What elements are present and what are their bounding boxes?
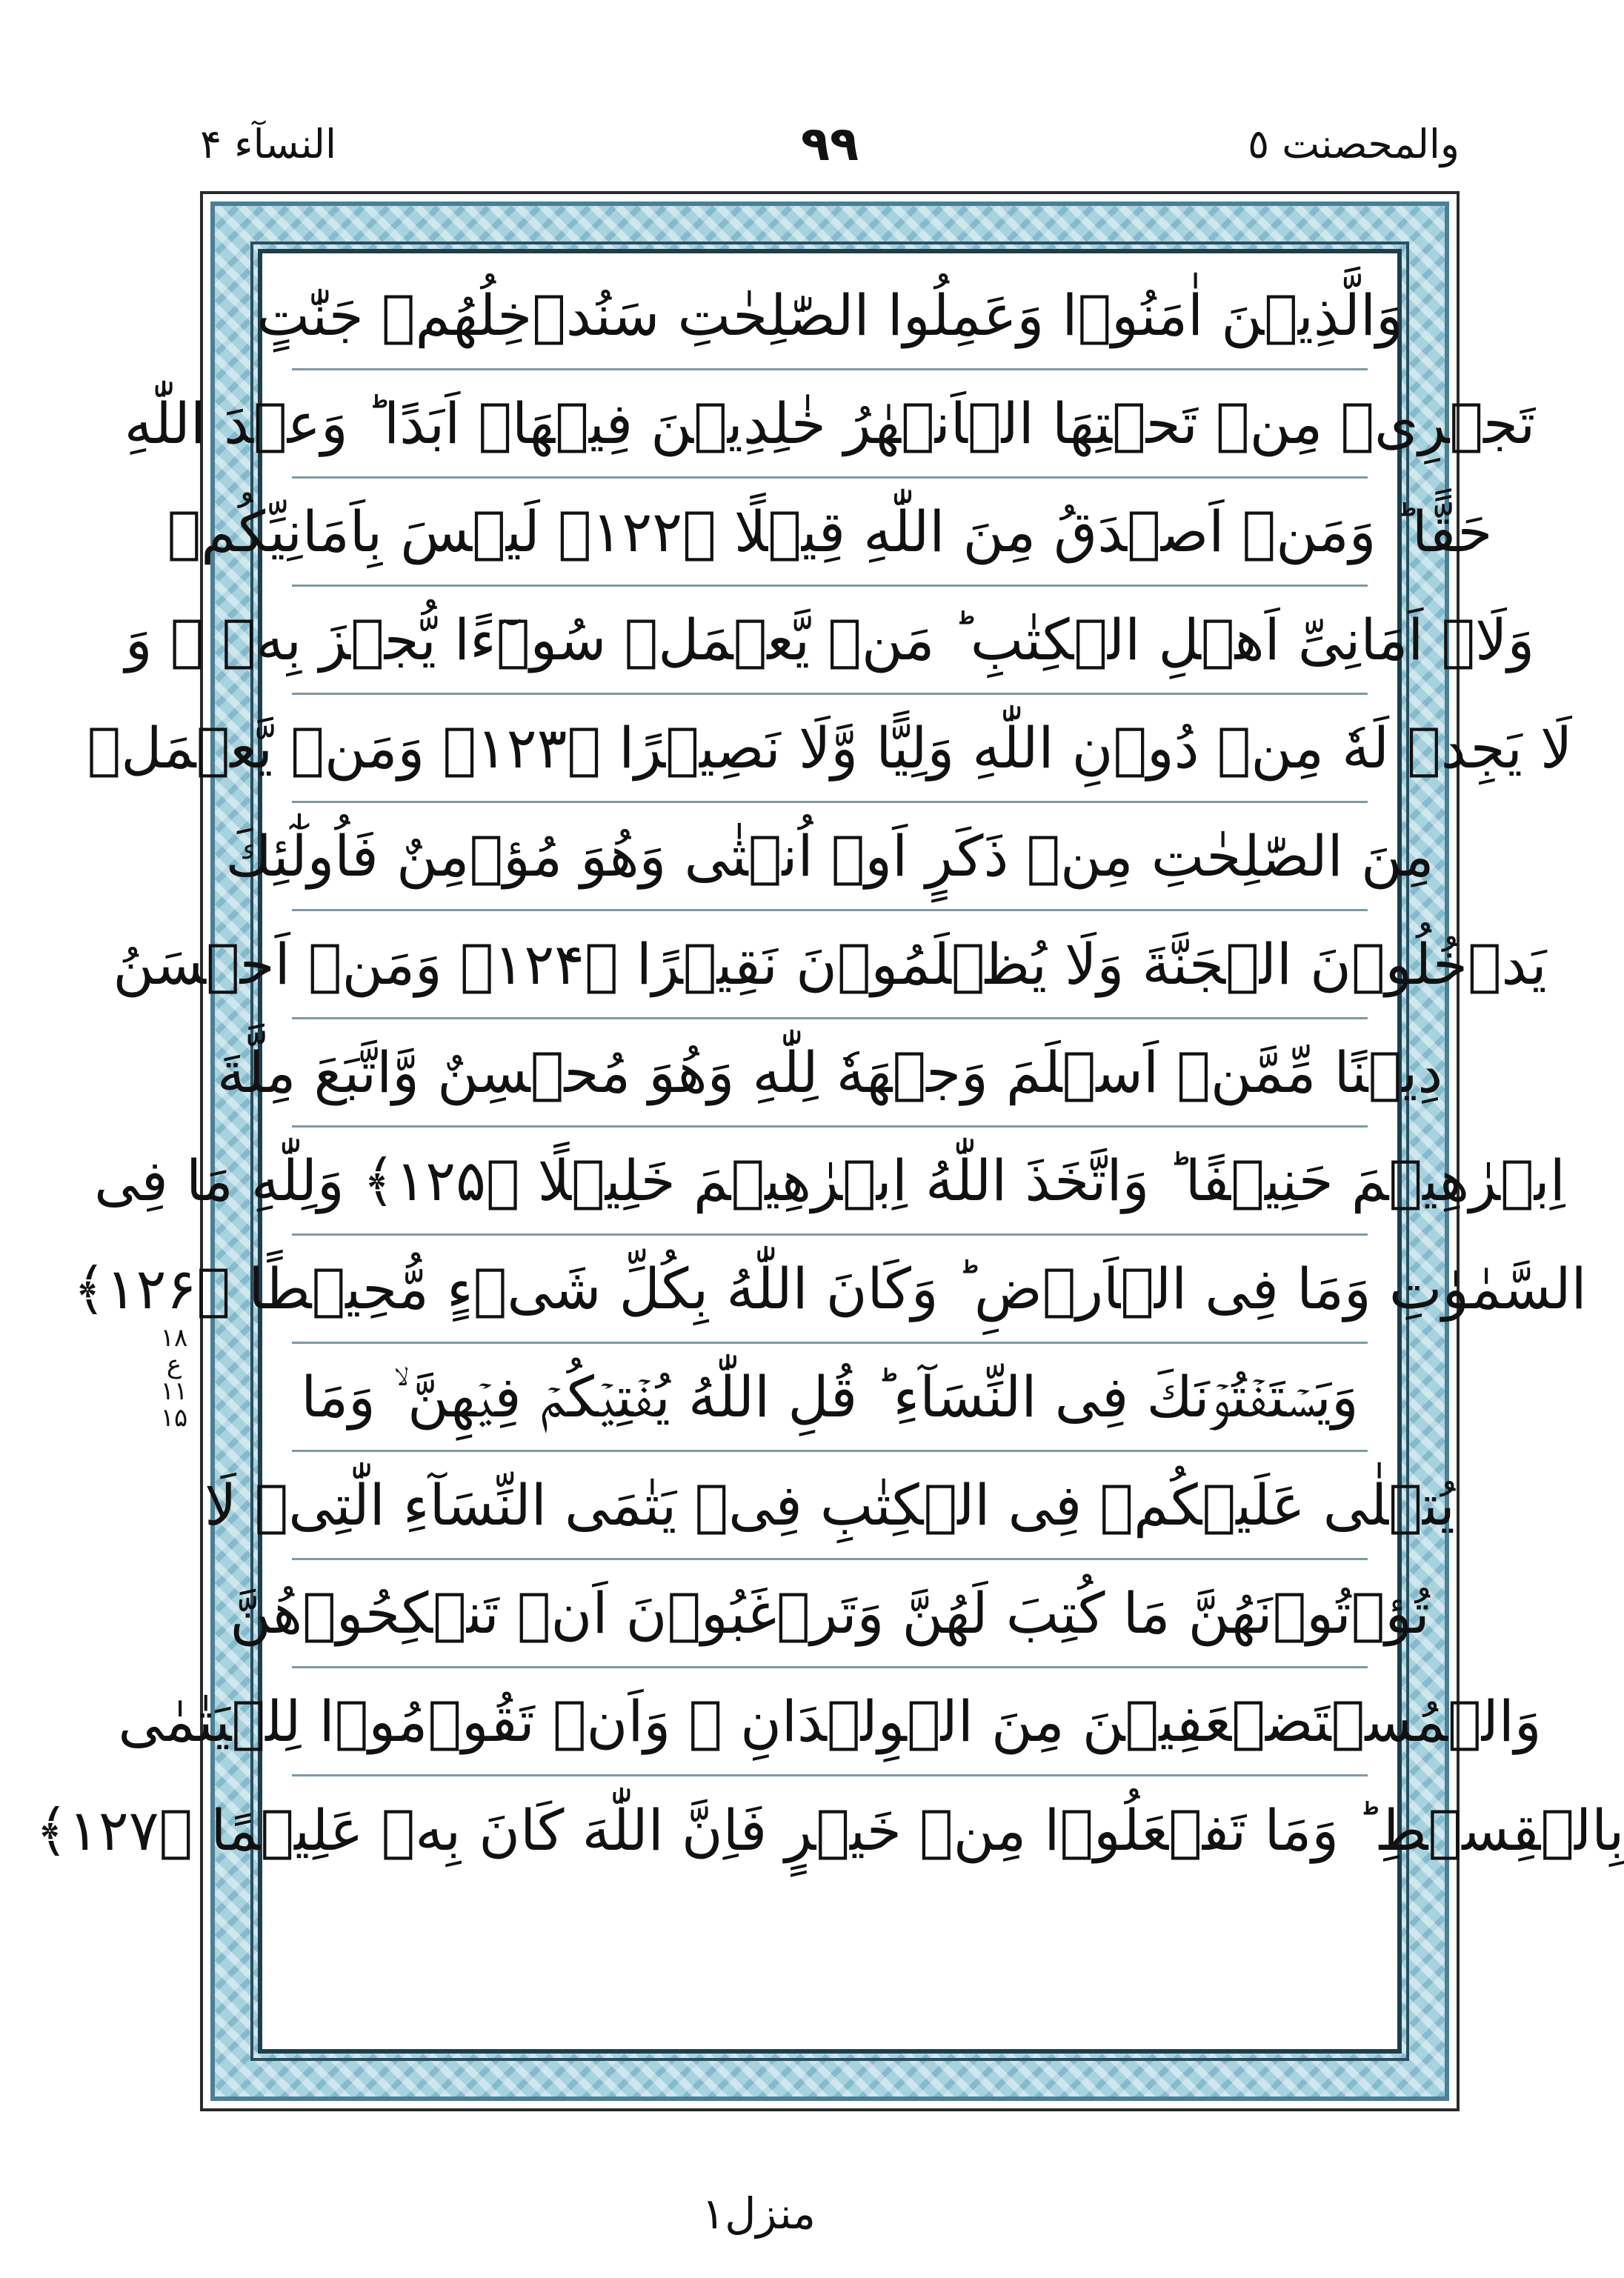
verse-text: اِبۡرٰهِیۡمَ حَنِیۡفًا ؕ وَاتَّخَذَ اللّٰهُ اِبۡرٰهِیۡمَ خَلِیۡلًا ﴿۱۲۵﴾ وَلِلّٰهِ مَا فِی bbox=[94, 1147, 1565, 1213]
verse-line-9 bbox=[94, 1128, 1565, 1236]
verse-text: مِنَ الصّٰلِحٰتِ مِنۡ ذَكَرٍ اَوۡ اُنۡثٰی وَهُوَ مُؤۡمِنٌ فَاُولٰٓئِكَ bbox=[225, 822, 1434, 889]
verse-line-15 bbox=[35, 1776, 1624, 1885]
verse-text: حَقًّا ؕ وَمَنۡ اَصۡدَقُ مِنَ اللّٰهِ قِیۡلًا ﴿۱۲۲﴾ لَیۡسَ بِاَمَانِیِّكُمۡ bbox=[167, 498, 1493, 564]
ruku-marker-top: ۱۸ bbox=[160, 1323, 188, 1353]
ruku-marker-middle: ع bbox=[166, 1350, 182, 1379]
verse-text: دِیۡنًا مِّمَّنۡ اَسۡلَمَ وَجۡهَهٗ لِلّٰهِ وَهُوَ مُحۡسِنٌ وَّاتَّبَعَ مِلَّةَ bbox=[216, 1039, 1443, 1105]
verse-line-3 bbox=[167, 479, 1493, 587]
verse-text: لَا یَجِدۡ لَهٗ مِنۡ دُوۡنِ اللّٰهِ وَلِیًّا وَّلَا نَصِیۡرًا ﴿۱۲۳﴾ وَمَنۡ یَّعۡمَلۡ bbox=[87, 714, 1573, 781]
verse-line-6 bbox=[225, 803, 1434, 911]
verse-text: یَدۡخُلُوۡنَ الۡجَنَّةَ وَلَا یُظۡلَمُوۡنَ نَقِیۡرًا ﴿۱۲۴﴾ وَمَنۡ اَحۡسَنُ bbox=[113, 930, 1547, 997]
verse-text: وَالَّذِیۡنَ اٰمَنُوۡا وَعَمِلُوا الصّٰلِحٰتِ سَنُدۡخِلُهُمۡ جَنّٰتٍ bbox=[256, 282, 1403, 348]
verse-line-5 bbox=[87, 695, 1573, 803]
verse-text: تُؤۡتُوۡنَهُنَّ مَا كُتِبَ لَهُنَّ وَتَرۡغَبُوۡنَ اَنۡ تَنۡكِحُوۡهُنَّ bbox=[230, 1579, 1430, 1646]
verse-line-7 bbox=[113, 911, 1547, 1019]
verse-line-13 bbox=[230, 1560, 1430, 1668]
verse-line-2 bbox=[124, 370, 1536, 479]
verse-text: یُتۡلٰی عَلَیۡكُمۡ فِی الۡكِتٰبِ فِیۡ یَتٰمَی النِّسَآءِ الّٰتِیۡ لَا bbox=[204, 1471, 1455, 1538]
verse-text: وَالۡمُسۡتَضۡعَفِیۡنَ مِنَ الۡوِلۡدَانِ ۙ وَاَنۡ تَقُوۡمُوۡا لِلۡیَتٰمٰی bbox=[118, 1688, 1542, 1754]
verse-line-4 bbox=[124, 587, 1535, 695]
ruku-marker-bottom: ۱۵ bbox=[160, 1403, 188, 1433]
verse-text: وَیَسۡتَفۡتُوۡنَكَ فِی النِّسَآءِ ؕ قُلِ اللّٰهُ یُفۡتِیۡكُمۡ فِیۡهِنَّ ۙ وَمَا bbox=[301, 1363, 1359, 1430]
verse-line-8 bbox=[216, 1019, 1443, 1128]
ruku-marker bbox=[156, 1325, 193, 1431]
juz-name-header: والمحصنت ٥ bbox=[1248, 121, 1460, 167]
manzil-footer: منزل۱ bbox=[702, 2188, 816, 2239]
verse-text: وَلَاۤ اَمَانِیِّ اَهۡلِ الۡكِتٰبِ ؕ مَنۡ یَّعۡمَلۡ سُوۡٓءًا یُّجۡزَ بِهٖ ۙ وَ bbox=[124, 606, 1535, 673]
surah-name-header: النسآء ۴ bbox=[200, 121, 336, 167]
verse-text: تَجۡرِیۡ مِنۡ تَحۡتِهَا الۡاَنۡهٰرُ خٰلِدِیۡنَ فِیۡهَاۤ اَبَدًا ؕ وَعۡدَ اللّٰهِ bbox=[124, 390, 1536, 456]
verse-text: بِالۡقِسۡطِ ؕ وَمَا تَفۡعَلُوۡا مِنۡ خَیۡرٍ فَاِنَّ اللّٰهَ كَانَ بِهٖ عَلِیۡمًا ﴿۱۲۷﴾ bbox=[35, 1797, 1624, 1863]
ruku-marker-lower: ۱۱ bbox=[160, 1376, 188, 1406]
verse-line-1 bbox=[256, 262, 1403, 370]
verse-text: السَّمٰوٰتِ وَمَا فِی الۡاَرۡضِ ؕ وَكَانَ اللّٰهُ بِكُلِّ شَیۡءٍ مُّحِیۡطًا ﴿۱۲۶﴾ bbox=[73, 1255, 1587, 1322]
verse-line-11 bbox=[292, 1344, 1368, 1452]
page-header bbox=[200, 111, 1460, 178]
page-number: ٩٩ bbox=[800, 117, 859, 172]
verse-line-12 bbox=[204, 1452, 1455, 1560]
verse-line-14 bbox=[118, 1668, 1542, 1776]
